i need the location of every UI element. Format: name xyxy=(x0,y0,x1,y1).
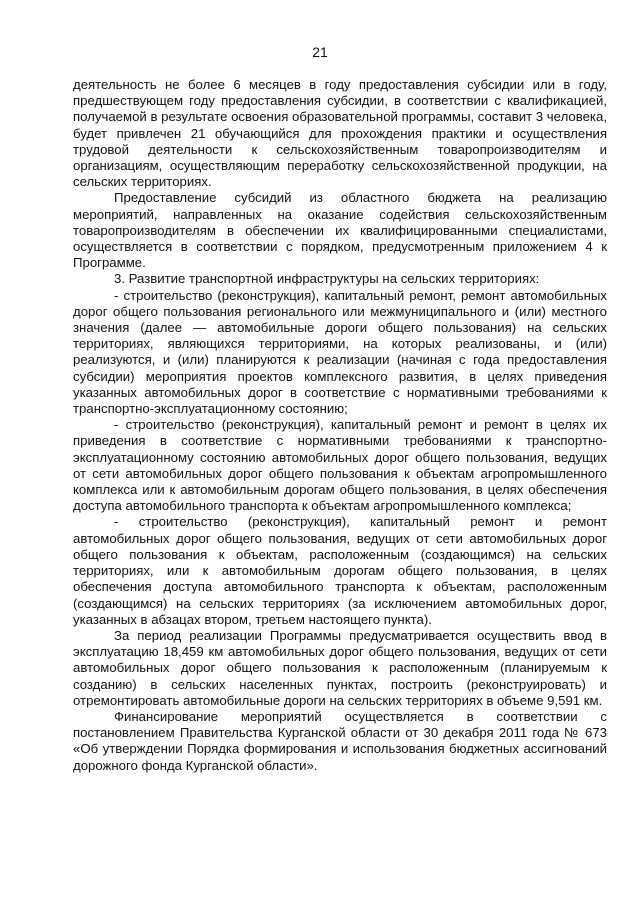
list-item-rural-object-roads: - строительство (реконструкция), капитальный ремонт и ремонт автомобильных дорог общего пользования, ведущих от сети автомобильных дорог общего пользования к объектам, расположенным (создающимся) на сельских территориях, или к автомобильным дорогам общего пользования, в целях обеспечения доступа автомобильного транспорта к объектам, расположенным (создающимся) на сельских территориях (за исключением автомобильных дорог, указанных в абзацах втором, третьем настоящего пункта). xyxy=(73,514,607,627)
paragraph-subsidies-specialists: Предоставление субсидий из областного бюджета на реализацию мероприятий, направленных на оказание содействия сельскохозяйственным товаропроизводителям в обеспечении их квалифицированными специалистами, осуществляется в соответствии с порядком, предусмотренным приложением 4 к Программе. xyxy=(73,190,607,271)
paragraph-training-continuation: деятельность не более 6 месяцев в году предоставления субсидии или в году, предшествующем году предоставления субсидии, в соответствии с квалификацией, получаемой в результате освоения образовательной программы, составит 3 человека, будет привлечен 21 обучающийся для прохождения практики и осуществления трудовой деятельности к сельскохозяйственным товаропроизводителям и организациям, осуществляющим переработку сельскохозяйственной продукции, на сельских территориях. xyxy=(73,77,607,190)
section-heading-transport: 3. Развитие транспортной инфраструктуры на сельских территориях: xyxy=(114,271,540,287)
paragraph-financing: Финансирование мероприятий осуществляется в соответствии с постановлением Правительства Курганской области от 30 декабря 2011 года № 673 «Об утверждении Порядка формирования и использования бюджетных ассигнований дорожного фонда Курганской области». xyxy=(73,708,607,773)
list-item-agro-roads: - строительство (реконструкция), капитальный ремонт и ремонт в целях их приведения в соответствие с нормативными требованиями к транспортно-эксплуатационному состоянию автомобильных дорог общего пользования, ведущих от сети автомобильных дорог общего пользования к объектам агропромышленного комплекса или к автомобильным дорогам общего пользования, в целях обеспечения доступа автомобильного транспорта к объектам агропромышленного комплекса; xyxy=(73,417,607,514)
page-number: 21 xyxy=(312,44,328,60)
document-body xyxy=(73,77,607,774)
list-item-regional-roads: - строительство (реконструкция), капитальный ремонт, ремонт автомобильных дорог общего пользования регионального или межмуниципального и (или) местного значения (далее — автомобильные дороги общего пользования) на сельских территориях, являющихся территориями, на которых реализованы, и (или) реализуются, и (или) планируются к реализации (начиная с года предоставления субсидии) мероприятия проектов комплексного развития, в целях приведения указанных автомобильных дорог в соответствие с нормативными требованиями к транспортно-эксплуатационному состоянию; xyxy=(73,287,607,417)
paragraph-road-commissioning: За период реализации Программы предусматривается осуществить ввод в эксплуатацию 18,459 км автомобильных дорог общего пользования, ведущих от сети автомобильных дорог общего пользования к расположенным (планируемым к созданию) в сельских населенных пунктах, построить (реконструировать) и отремонтировать автомобильные дороги на сельских территориях в объеме 9,591 км. xyxy=(73,627,607,708)
